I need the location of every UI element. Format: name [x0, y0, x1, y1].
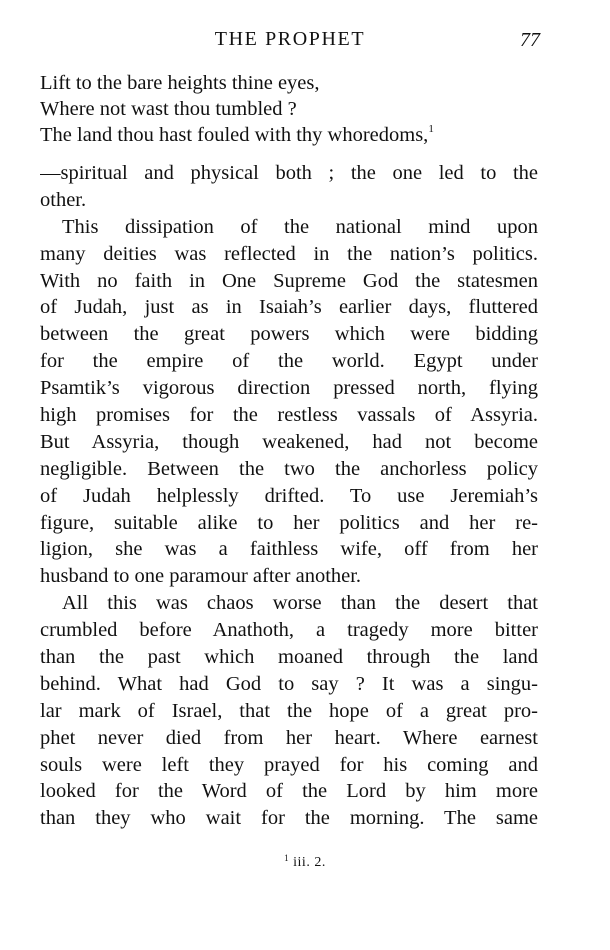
- text-line: —spiritual and physical both ; the one led to the: [40, 162, 538, 184]
- text-line: for the empire of the world. Egypt under: [40, 350, 538, 373]
- text-line: between the great powers which were bidding: [40, 323, 538, 346]
- text-line: than the past which moaned through the land: [40, 646, 538, 669]
- paragraph-start-line: All this was chaos worse than the desert that: [62, 592, 538, 615]
- footnote-mark: 1: [284, 853, 290, 863]
- verse-line: Lift to the bare heights thine eyes,: [40, 72, 320, 94]
- text-line: But Assyria, though weakened, had not become: [40, 430, 538, 453]
- text-line: behind. What had God to say ? It was a singu-: [40, 672, 538, 695]
- text-line: husband to one paramour after another.: [40, 565, 362, 588]
- text-line: ligion, she was a faithless wife, off from her: [40, 538, 538, 561]
- text-line: looked for the Word of the Lord by him more: [40, 780, 538, 803]
- text-line: other.: [40, 188, 87, 211]
- text-line: many deities was reflected in the nation’s politics.: [40, 242, 538, 265]
- text-line: souls were left they prayed for his coming and: [40, 753, 538, 776]
- text-line: lar mark of Israel, that the hope of a great pro-: [40, 699, 538, 722]
- text-line: high promises for the restless vassals of Assyria.: [40, 404, 538, 427]
- page-header: [40, 28, 540, 56]
- page-number: 77: [520, 29, 540, 51]
- text-line: negligible. Between the two the anchorless policy: [40, 457, 538, 480]
- text-line: of Judah, just as in Isaiah’s earlier days, fluttered: [40, 296, 538, 319]
- body-text: [40, 160, 538, 832]
- footnote: [0, 855, 610, 871]
- text-line: phet never died from her heart. Where earnest: [40, 726, 538, 749]
- verse-quotation: [40, 70, 540, 148]
- text-line: crumbled before Anathoth, a tragedy more bitter: [40, 619, 538, 642]
- verse-line: The land thou hast fouled with thy whoredoms,$^1$: [40, 123, 434, 146]
- text-line: of Judah helplessly drifted. To use Jeremiah’s: [40, 484, 538, 507]
- footnote-text: iii. 2.: [293, 855, 326, 870]
- footnote-reference: 1: [428, 123, 434, 135]
- text-line: With no faith in One Supreme God the statesmen: [40, 269, 538, 292]
- paragraph-start-line: This dissipation of the national mind upon: [62, 215, 538, 238]
- text-line: figure, suitable alike to her politics and her re-: [40, 511, 538, 534]
- text-line: than they who wait for the morning. The same: [40, 807, 538, 830]
- verse-line: Where not wast thou tumbled ?: [40, 98, 297, 120]
- text-line: Psamtik’s vigorous direction pressed north, flying: [40, 377, 538, 400]
- running-title: THE PROPHET: [214, 28, 366, 50]
